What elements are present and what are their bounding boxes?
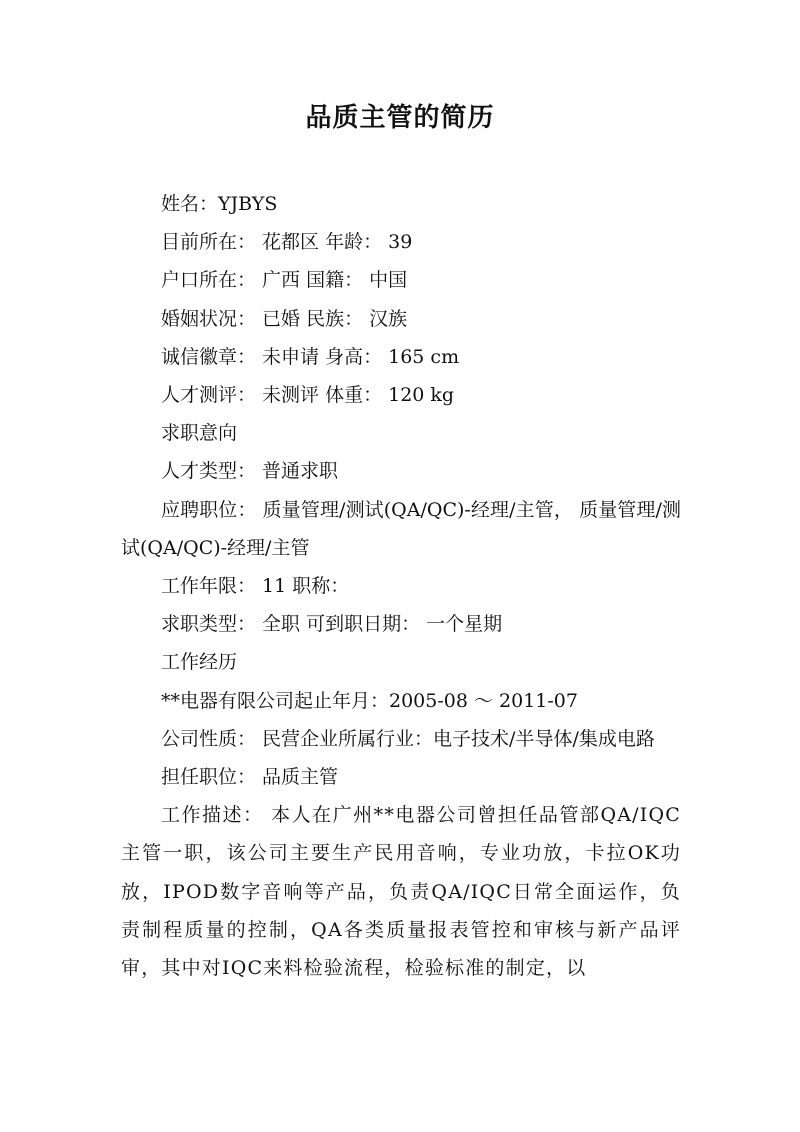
paragraph-company-period: **电器有限公司起止年月：2005-08 ～ 2011-07 [161, 689, 578, 712]
section-heading-job-intention: 求职意向 [161, 422, 238, 445]
paragraph-job-type: 求职类型： 全职 可到职日期： 一个星期 [161, 613, 503, 636]
paragraph-applied-position: 应聘职位： 质量管理/测试(QA/QC)-经理/主管， 质量管理/测试(QA/QC)-经理/主管 [121, 498, 681, 559]
paragraph-badge-height: 诚信徽章： 未申请 身高： 165 cm [161, 345, 460, 368]
paragraph-hukou-nationality: 户口所在： 广西 国籍： 中国 [161, 269, 408, 292]
paragraph-company-nature: 公司性质： 民营企业所属行业：电子技术/半导体/集成电路 [161, 727, 655, 750]
paragraph-talent-type: 人才类型： 普通求职 [161, 460, 339, 483]
section-heading-work-experience: 工作经历 [161, 651, 238, 674]
document-body [121, 185, 681, 987]
paragraph-marital-ethnicity: 婚姻状况： 已婚 民族： 汉族 [161, 307, 408, 330]
paragraph-job-description: 工作描述： 本人在广州**电器公司曾担任品管部QA/IQC主管一职，该公司主要生产民用音响，专业功放，卡拉OK功放，IPOD数字音响等产品，负责QA/IQC日常全面运作，负责制程质量的控制，QA各类质量报表管控和审核与新产品评审，其中对IQC来料检验流程，检验标准的制定，以 [121, 804, 681, 980]
page-title: 品质主管的简历 [305, 103, 495, 133]
paragraph-name: 姓名：YJBYS [161, 193, 278, 215]
paragraph-work-years: 工作年限： 11 职称： [161, 575, 350, 598]
paragraph-location-age: 目前所在： 花都区 年龄： 39 [161, 231, 413, 254]
paragraph-assessment-weight: 人才测评： 未测评 体重： 120 kg [161, 384, 455, 407]
paragraph-held-position: 担任职位： 品质主管 [161, 766, 339, 789]
